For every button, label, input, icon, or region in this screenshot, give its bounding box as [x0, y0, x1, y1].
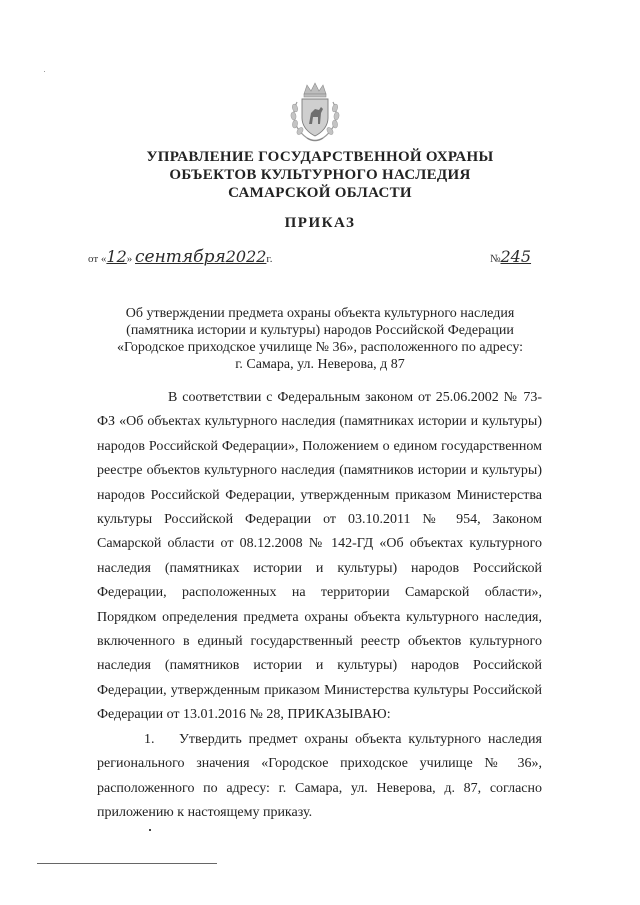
- footer-divider: [37, 863, 217, 864]
- date-mid: »: [126, 253, 133, 265]
- item-number: 1.: [144, 731, 155, 747]
- order-body: [97, 386, 542, 825]
- agency-name-line-3: САМАРСКОЙ ОБЛАСТИ: [228, 185, 412, 201]
- number-label: №: [490, 253, 501, 265]
- date-prefix: от «: [88, 253, 107, 265]
- date-day: 12: [106, 247, 127, 266]
- scan-dot: [149, 829, 151, 831]
- agency-name-line-2: ОБЪЕКТОВ КУЛЬТУРНОГО НАСЛЕДИЯ: [169, 167, 471, 183]
- subject-line-2: (памятника истории и культуры) народов Российской Федерации: [126, 323, 514, 338]
- item-text: Утвердить предмет охраны объекта культурного наследия регионального значения «Городское приходское училище № 36», расположенного по адресу: г. Самара, ул. Неверова, д. 87, согласно приложению к настоящему приказу.: [97, 731, 542, 820]
- order-date: [88, 247, 272, 267]
- order-item-1: [97, 728, 542, 826]
- agency-name-line-1: УПРАВЛЕНИЕ ГОСУДАРСТВЕННОЙ ОХРАНЫ: [146, 149, 494, 165]
- coat-of-arms-icon: [287, 80, 343, 146]
- subject-line-3: «Городское приходское училище № 36», расположенного по адресу:: [116, 340, 524, 355]
- order-number: [490, 247, 531, 266]
- date-year: 2022: [225, 247, 267, 266]
- order-subject: [0, 305, 640, 373]
- scan-speck: [44, 71, 45, 72]
- subject-line-4: г. Самара, ул. Неверова, д 87: [235, 357, 405, 372]
- date-month: сентября: [135, 247, 226, 267]
- document-title: ПРИКАЗ: [284, 215, 356, 231]
- number-value: 245: [500, 247, 532, 266]
- date-suffix: г.: [266, 253, 273, 265]
- subject-line-1: Об утверждении предмета охраны объекта культурного наследия: [125, 306, 515, 321]
- preamble-paragraph: В соответствии с Федеральным законом от 25.06.2002 № 73-ФЗ «Об объектах культурного наследия (памятниках истории и культуры) народов Российской Федерации», Положением о едином государственном реестре объектов культурного наследия (памятников истории и культуры) народов Российской Федерации, утвержденным приказом Министерства культуры Российской Федерации от 03.10.2011 № 954, Законом Самарской области от 08.12.2008 № 142-ГД «Об объектах культурного наследия (памятниках истории и культуры) народов Российской Федерации, расположенных на территории Самарской области», Порядком определения предмета охраны объекта культурного наследия, включенного в единый государственный реестр объектов культурного наследия (памятников истории и культуры) народов Российской Федерации, утвержденным приказом Министерства культуры Российской Федерации от 13.01.2016 № 28, ПРИКАЗЫВАЮ:: [97, 390, 542, 723]
